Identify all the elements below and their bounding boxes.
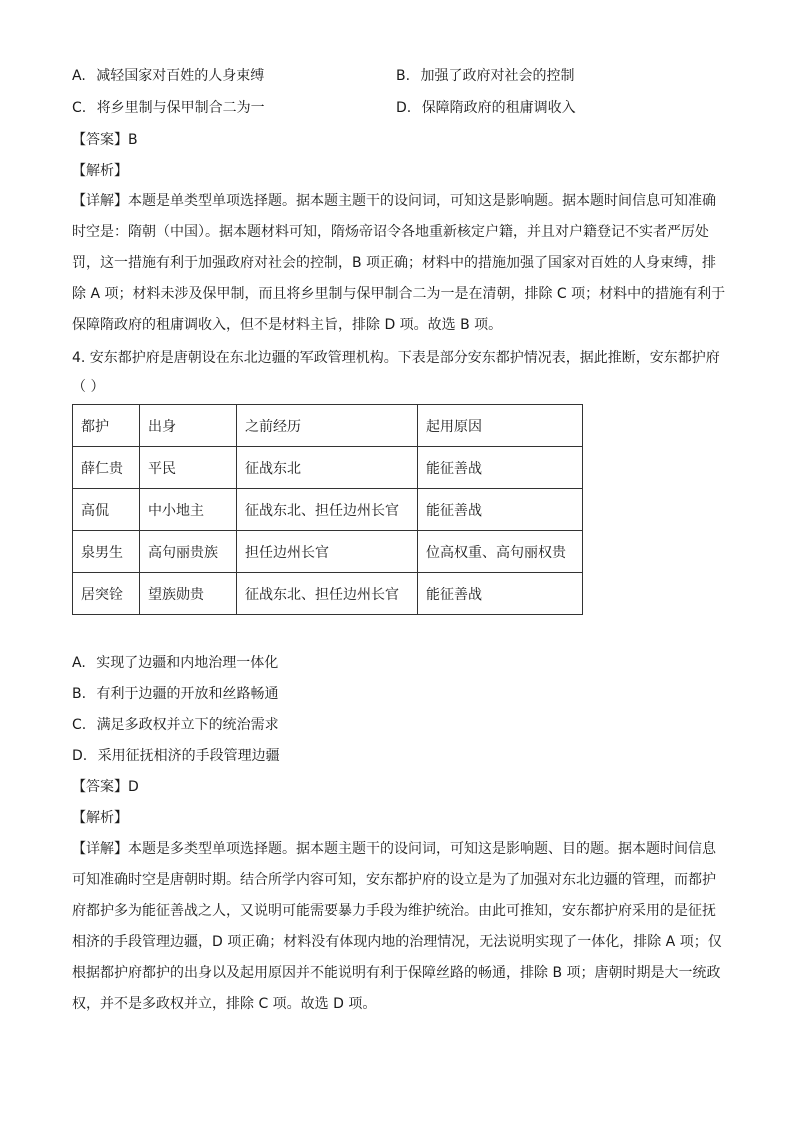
q3-detail (72, 186, 726, 341)
q4-option-c (72, 715, 279, 735)
detail-line: 除 A 项；材料未涉及保甲制，而且将乡里制与保甲制合二为一是在清朝，排除 C 项；材料中的措施有利于 (72, 286, 726, 302)
option-text: 满足多政权并立下的统治需求 (96, 717, 279, 733)
table-row (73, 531, 583, 573)
detail-line: 根据都护府都护的出身以及起用原因并不能说明有利于保障丝路的畅通，排除 B 项；唐朝时期是大一统政 (72, 965, 721, 981)
table-cell: 征战东北、担任边州长官 (237, 489, 418, 531)
option-letter: B. (72, 686, 87, 702)
detail-line: 时空是：隋朝（中国）。据本题材料可知，隋炀帝诏令各地重新核定户籍，并且对户籍登记不实者严厉处 (72, 224, 709, 240)
table-cell: 能征善战 (418, 447, 583, 489)
detail-line: 罚，这一措施有利于加强政府对社会的控制，B 项正确；材料中的措施加强了国家对百姓的人身束缚，排 (72, 255, 717, 271)
option-text: 有利于边疆的开放和丝路畅通 (96, 686, 279, 702)
table-header-row (73, 405, 583, 447)
table-cell: 高句丽贵族 (140, 531, 237, 573)
option-letter: D. (72, 748, 88, 764)
table-row (73, 573, 583, 615)
header-cell: 之前经历 (237, 405, 418, 447)
q4-detail (72, 834, 722, 1020)
table-cell: 征战东北 (237, 447, 418, 489)
q3-option-d (396, 98, 576, 118)
option-letter: C. (72, 717, 87, 733)
table-cell: 居突铨 (73, 573, 140, 615)
table-cell: 泉男生 (73, 531, 140, 573)
table-cell: 高侃 (73, 489, 140, 531)
q3-option-a (72, 66, 264, 86)
detail-line: 相济的手段管理边疆，D 项正确；材料没有体现内地的治理情况，无法说明实现了一体化，排除 A 项；仅 (72, 934, 722, 950)
dutufu-table (72, 404, 583, 615)
option-text: 加强了政府对社会的控制 (420, 68, 575, 84)
table-cell: 征战东北、担任边州长官 (237, 573, 418, 615)
option-letter: C. (72, 100, 87, 116)
detail-line: 可知准确时空是唐朝时期。结合所学内容可知，安东都护府的设立是为了加强对东北边疆的管理，而都护 (72, 872, 716, 888)
table-cell: 中小地主 (140, 489, 237, 531)
table-cell: 能征善战 (418, 489, 583, 531)
option-letter: D. (396, 100, 412, 116)
table-cell: 望族勋贵 (140, 573, 237, 615)
q4-stem-line2: （ ） (72, 379, 105, 395)
q3-option-b (396, 66, 575, 86)
detail-line: 【详解】本题是多类型单项选择题。据本题主题干的设问词，可知这是影响题、目的题。据本题时间信息 (72, 841, 716, 857)
header-cell: 都护 (73, 405, 140, 447)
header-cell: 出身 (140, 405, 237, 447)
detail-line: 府都护多为能征善战之人，又说明可能需要暴力手段为维护统治。由此可推知，安东都护府采用的是征抚 (72, 903, 716, 919)
table-cell: 位高权重、高句丽权贵 (418, 531, 583, 573)
detail-line: 保障隋政府的租庸调收入，但不是材料主旨，排除 D 项。故选 B 项。 (72, 317, 503, 333)
q4-answer: 【答案】D (72, 779, 139, 795)
option-letter: B. (396, 68, 411, 84)
option-text: 将乡里制与保甲制合二为一 (96, 100, 265, 116)
q4-option-a (72, 653, 278, 673)
header-cell: 起用原因 (418, 405, 583, 447)
q3-analysis-label: 【解析】 (72, 163, 128, 179)
option-text: 实现了边疆和内地治理一体化 (96, 655, 279, 671)
table-cell: 能征善战 (418, 573, 583, 615)
option-text: 采用征抚相济的手段管理边疆 (97, 748, 280, 764)
table-cell: 平民 (140, 447, 237, 489)
q3-answer: 【答案】B (72, 132, 138, 148)
detail-line: 权，并不是多政权并立，排除 C 项。故选 D 项。 (72, 996, 377, 1012)
detail-line: 【详解】本题是单类型单项选择题。据本题主题干的设问词，可知这是影响题。据本题时间信息可知准确 (72, 193, 716, 209)
option-text: 保障隋政府的租庸调收入 (421, 100, 576, 116)
q4-option-d (72, 746, 280, 766)
option-text: 减轻国家对百姓的人身束缚 (96, 68, 265, 84)
q4-stem-line1: 4. 安东都护府是唐朝设在东北边疆的军政管理机构。下表是部分安东都护情况表，据此推断，安东都护府 (72, 350, 720, 366)
table-row (73, 489, 583, 531)
table-cell: 担任边州长官 (237, 531, 418, 573)
option-letter: A. (72, 68, 86, 84)
q4-analysis-label: 【解析】 (72, 810, 128, 826)
table-row (73, 447, 583, 489)
option-letter: A. (72, 655, 86, 671)
table-cell: 薛仁贵 (73, 447, 140, 489)
q4-option-b (72, 684, 279, 704)
q3-option-c (72, 98, 265, 118)
